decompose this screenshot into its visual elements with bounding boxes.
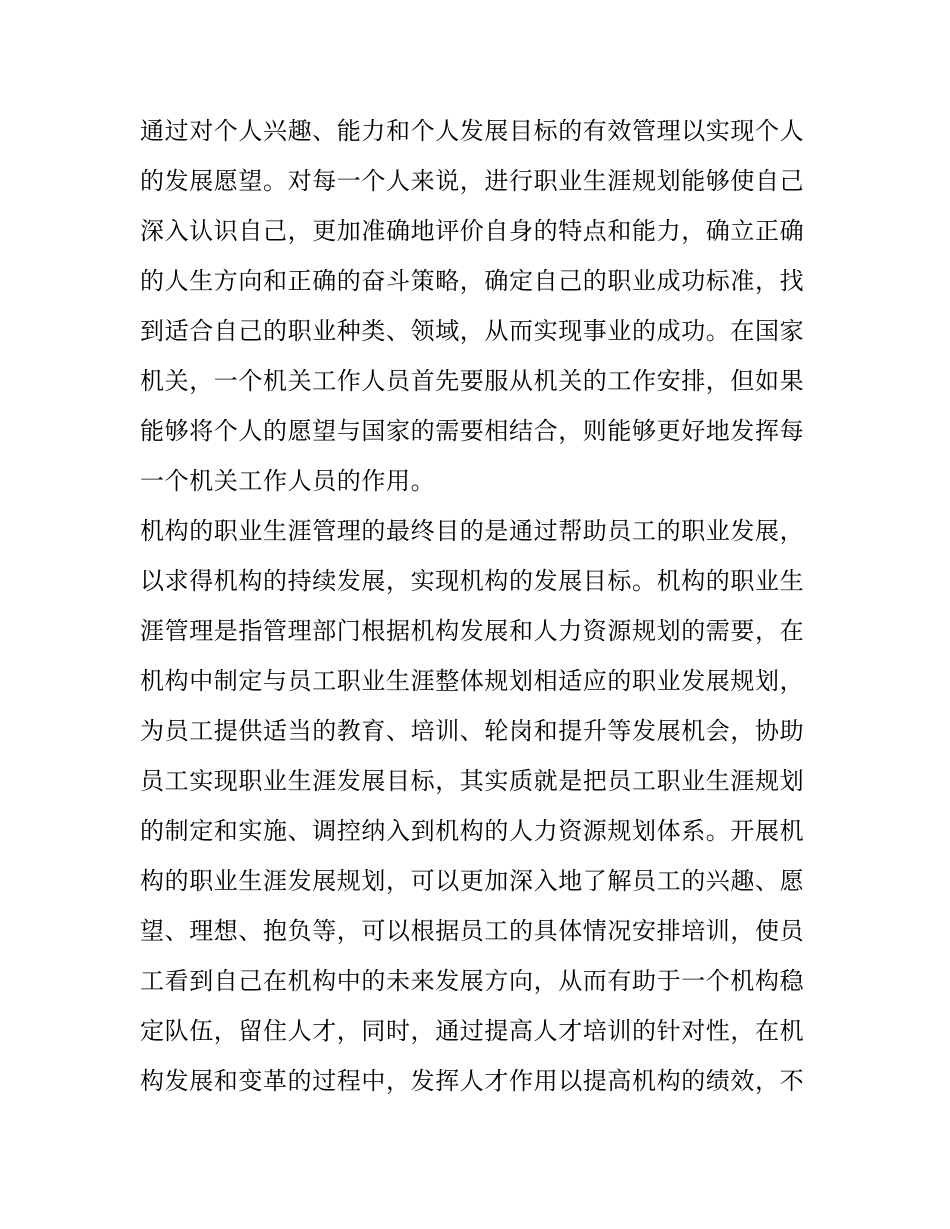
paragraph-1 (140, 106, 840, 506)
text-line: 以求得机构的持续发展，实现机构的发展目标。机构的职业生 (140, 567, 805, 595)
text-line: 员工实现职业生涯发展目标，其实质就是把员工职业生涯规划 (140, 767, 805, 795)
document-body (140, 106, 840, 1106)
text-line: 为员工提供适当的教育、培训、轮岗和提升等发展机会，协助 (140, 717, 805, 745)
text-line: 机构中制定与员工职业生涯整体规划相适应的职业发展规划， (140, 667, 805, 695)
text-line: 工看到自己在机构中的未来发展方向，从而有助于一个机构稳 (140, 967, 805, 995)
text-line: 定队伍，留住人才，同时，通过提高人才培训的针对性，在机 (140, 1017, 805, 1045)
text-line: 涯管理是指管理部门根据机构发展和人力资源规划的需要，在 (140, 617, 805, 645)
text-line: 通过对个人兴趣、能力和个人发展目标的有效管理以实现个人 (140, 117, 805, 145)
text-line: 到适合自己的职业种类、领域，从而实现事业的成功。在国家 (140, 317, 805, 345)
paragraph-2 (140, 506, 840, 1106)
text-line: 机构的职业生涯管理的最终目的是通过帮助员工的职业发展， (140, 517, 805, 545)
text-line: 的人生方向和正确的奋斗策略，确定自己的职业成功标准，找 (140, 267, 805, 295)
text-line: 能够将个人的愿望与国家的需要相结合，则能够更好地发挥每 (140, 417, 805, 445)
text-line: 望、理想、抱负等，可以根据员工的具体情况安排培训，使员 (140, 917, 805, 945)
text-line: 的发展愿望。对每一个人来说，进行职业生涯规划能够使自己 (140, 167, 805, 195)
text-line: 机关，一个机关工作人员首先要服从机关的工作安排，但如果 (140, 367, 805, 395)
text-line: 构发展和变革的过程中，发挥人才作用以提高机构的绩效，不 (140, 1067, 805, 1095)
text-line: 构的职业生涯发展规划，可以更加深入地了解员工的兴趣、愿 (140, 867, 805, 895)
text-line: 深入认识自己，更加准确地评价自身的特点和能力，确立正确 (140, 217, 805, 245)
text-line: 一个机关工作人员的作用。 (140, 467, 436, 495)
text-line: 的制定和实施、调控纳入到机构的人力资源规划体系。开展机 (140, 817, 805, 845)
